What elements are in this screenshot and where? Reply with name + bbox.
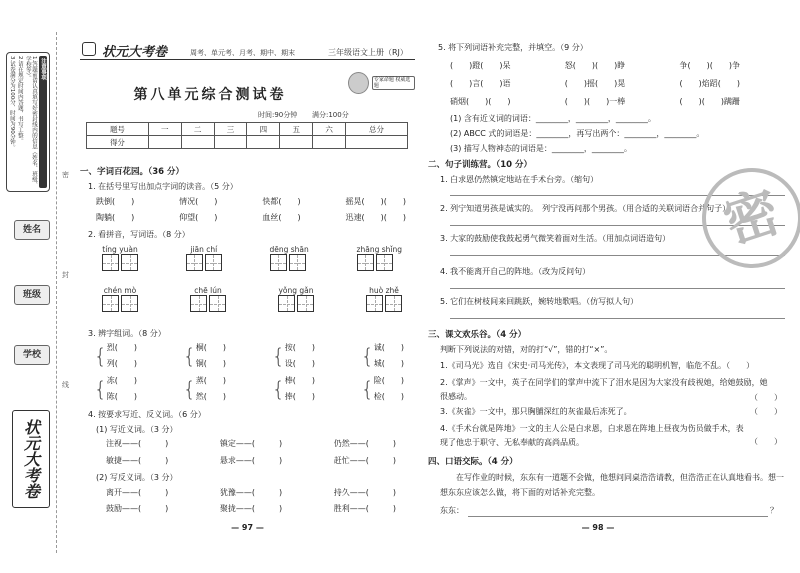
brace-icon: { xyxy=(94,377,107,401)
q3-pair xyxy=(183,373,226,405)
q5-item[interactable]: 争( )( )争 xyxy=(679,61,740,70)
q3-pair xyxy=(183,340,226,372)
q5-item[interactable]: ( )蹬( )呆 xyxy=(450,61,511,70)
q5-item[interactable]: ( )焰蹈( ) xyxy=(679,79,740,88)
q4-item[interactable]: 鼓励——( ) xyxy=(106,504,169,513)
q3-item[interactable]: 设( ) xyxy=(284,359,315,368)
pinyin-row xyxy=(102,286,402,315)
writing-box[interactable] xyxy=(385,295,402,312)
writing-box[interactable] xyxy=(102,254,119,271)
table-cell: 总分 xyxy=(346,123,408,136)
brace-icon: { xyxy=(361,344,374,368)
s4-text: 在写作业的时候，东东有一道题不会做，他想问同桌浩浩请教，但浩浩正在认真地看书。想一想东东应该怎么做，将下面的对话补充完整。 xyxy=(440,473,784,497)
s2-item: 1. 白求恩仍然镇定地站在手术台旁。（缩句） xyxy=(440,175,599,184)
pinyin-label: chē lún xyxy=(194,286,222,295)
writing-box[interactable] xyxy=(121,295,138,312)
q4-row xyxy=(106,438,396,449)
table-cell: 得分 xyxy=(87,136,149,149)
q4-item[interactable]: 仍然——( ) xyxy=(333,439,396,448)
section-heading: 四、口语交际。（4 分） xyxy=(428,457,518,467)
sub-question: (1) 写近义词。（3 分） xyxy=(96,425,178,434)
brand-logo: 状元大考卷 xyxy=(102,45,168,60)
time-label: 时间:90分钟 xyxy=(258,111,298,119)
pinyin-row xyxy=(102,245,402,274)
brace-icon: { xyxy=(183,344,196,368)
q5-sub[interactable]: (1) 含有近义词的词语：________，________，________。 xyxy=(450,114,656,123)
pinyin-group xyxy=(190,286,226,315)
writing-box[interactable] xyxy=(186,254,203,271)
q3-row xyxy=(94,373,404,405)
brace-icon: { xyxy=(361,377,374,401)
sub-question: (2) 写反义词。（3 分） xyxy=(96,473,178,482)
q5-item[interactable]: ( )摇( )晃 xyxy=(564,79,626,88)
q3-item[interactable]: 捧( ) xyxy=(284,392,315,401)
question: 4. 按要求写近、反义词。（6 分） xyxy=(88,410,206,419)
pinyin-group xyxy=(366,286,402,315)
page-number: — 97 — xyxy=(231,523,264,532)
q5-sub[interactable]: (2) ABCC 式的词语是：________，再写出两个：________，________。 xyxy=(450,129,705,138)
score-input[interactable] xyxy=(181,136,214,149)
pinyin-label: chén mò xyxy=(103,286,137,295)
pinyin-label: jiān chí xyxy=(190,245,218,254)
table-row xyxy=(87,123,408,136)
score-input[interactable] xyxy=(280,136,313,149)
table-cell: 五 xyxy=(280,123,313,136)
pinyin-group xyxy=(278,286,314,315)
seal-mark: 密 xyxy=(62,171,69,179)
brace-icon: { xyxy=(183,377,196,401)
seal-dashed-line xyxy=(56,32,57,553)
q1-item[interactable]: 血丝( ) xyxy=(262,213,301,222)
q4-item[interactable]: 镇定——( ) xyxy=(219,439,283,448)
score-input[interactable] xyxy=(148,136,181,149)
table-row xyxy=(87,136,408,149)
question: 5. 将下列词语补充完整，并填空。（9 分） xyxy=(438,43,588,52)
s3-item: 1.《司马光》选自《宋史·司马光传》，本文表现了司马光的聪明机智，临危不乱。（ ） xyxy=(440,361,755,370)
score-input[interactable] xyxy=(247,136,280,149)
section-heading: 三、课文欢乐谷。（4 分） xyxy=(428,330,527,340)
q5-item[interactable]: 怒( )( )睁 xyxy=(564,61,626,70)
writing-box[interactable] xyxy=(366,295,383,312)
q3-item[interactable]: 陈( ) xyxy=(106,392,137,401)
book-icon xyxy=(82,42,96,56)
q5-row xyxy=(450,96,740,107)
page-title: 第八单元综合测试卷 xyxy=(133,87,287,103)
writing-box[interactable] xyxy=(205,254,222,271)
q3-pair xyxy=(272,373,315,405)
table-cell: 题号 xyxy=(87,123,149,136)
s2-item: 3. 大家的鼓励使我鼓起勇气微笑着面对生活。（用加点词语造句） xyxy=(440,234,671,243)
q3-pair xyxy=(94,340,137,372)
binding-margin xyxy=(0,0,78,573)
q4-item[interactable]: 胜利——( ) xyxy=(333,504,396,513)
writing-box[interactable] xyxy=(278,295,295,312)
table-cell: 三 xyxy=(214,123,247,136)
q4-item[interactable]: 离开——( ) xyxy=(106,488,169,497)
writing-box[interactable] xyxy=(102,295,119,312)
q3-item[interactable]: 城( ) xyxy=(373,359,404,368)
q5-row xyxy=(450,78,740,89)
q5-row xyxy=(450,60,740,71)
notice-line: 2.请在规定时间内答题，书写工整。 xyxy=(16,56,23,144)
brace-icon: { xyxy=(94,344,107,368)
answer-line[interactable] xyxy=(468,505,768,517)
score-table xyxy=(86,122,408,149)
pinyin-group xyxy=(357,245,402,274)
notice-line: 3.试卷满分为100分，时间为90分钟。 xyxy=(8,56,15,151)
score-input[interactable] xyxy=(214,136,247,149)
q3-item[interactable]: 按( ) xyxy=(284,343,315,352)
q3-row xyxy=(94,340,404,372)
writing-box[interactable] xyxy=(209,295,226,312)
pinyin-group xyxy=(186,245,222,274)
question: 2. 看拼音，写词语。（8 分） xyxy=(88,230,190,239)
pinyin-label: zhāng shǐng xyxy=(356,245,402,254)
writing-box[interactable] xyxy=(376,254,393,271)
q3-pair xyxy=(361,373,404,405)
mascot-icon xyxy=(348,72,369,94)
writing-box[interactable] xyxy=(289,254,306,271)
section-heading: 一、字词百花园。（36 分） xyxy=(80,167,185,177)
q1-item[interactable]: 快都( ) xyxy=(262,197,301,206)
notice-title: 注意事项 xyxy=(39,56,47,188)
brace-icon: { xyxy=(272,344,285,368)
q4-item[interactable]: 注视——( ) xyxy=(106,439,169,448)
q1-row xyxy=(96,212,406,223)
q1-item[interactable]: 情况( ) xyxy=(179,197,218,206)
q4-item[interactable]: 赶忙——( ) xyxy=(333,456,396,465)
q3-item[interactable]: 棒( ) xyxy=(284,376,315,385)
writing-box[interactable] xyxy=(121,254,138,271)
q3-item[interactable]: 烈( ) xyxy=(106,343,137,352)
left-page xyxy=(80,0,415,573)
q4-item[interactable]: 聚拢——( ) xyxy=(219,504,283,513)
q3-item[interactable]: 冻( ) xyxy=(106,376,137,385)
pinyin-label: yǒng gǎn xyxy=(278,286,314,295)
q1-item[interactable]: 摇晃( )( ) xyxy=(345,197,406,206)
name-field[interactable]: 姓名 xyxy=(14,220,50,240)
s3-item: 4.《手术台就是阵地》一文的主人公是白求恩，白求恩在阵地上昼夜为伤员做手术，表现了他忠于职守、无私奉献的高尚品质。 xyxy=(440,424,744,447)
q3-item[interactable]: 险( ) xyxy=(373,376,404,385)
judge-paren[interactable]: （ ） xyxy=(750,437,782,446)
pinyin-label: huò zhě xyxy=(369,286,399,295)
mascot-group xyxy=(348,72,415,94)
s2-item: 4. 我不能离开自己的阵地。（改为反问句） xyxy=(440,267,591,276)
q3-item[interactable]: 桐( ) xyxy=(195,343,226,352)
judge-paren[interactable]: （ ） xyxy=(750,393,782,402)
q3-pair xyxy=(272,340,315,372)
q5-sub[interactable]: (3) 描写人物神态的词语是：________，________。 xyxy=(450,144,632,153)
class-field[interactable]: 班级 xyxy=(14,285,50,305)
s2-item: 5. 它们在树枝间来回跳跃，婉转地歌唱。（仿写拟人句） xyxy=(440,297,639,306)
brace-icon: { xyxy=(272,377,285,401)
seal-mark: 封 xyxy=(62,271,69,279)
q3-item[interactable]: 然( ) xyxy=(195,392,226,401)
writing-box[interactable] xyxy=(297,295,314,312)
answer-line[interactable] xyxy=(450,277,785,289)
score-input[interactable] xyxy=(346,136,408,149)
page-number: — 98 — xyxy=(581,523,615,532)
question: 3. 辨字组词。（8 分） xyxy=(88,329,166,338)
pinyin-label: dēng shān xyxy=(269,245,309,254)
s4-speaker: 东东： xyxy=(440,506,464,515)
q1-item[interactable]: 仰望( ) xyxy=(179,213,218,222)
q5-item[interactable]: ( )言( )语 xyxy=(450,79,511,88)
vertical-brand-logo: 状元大考卷 xyxy=(12,410,50,508)
table-cell: 一 xyxy=(148,123,181,136)
q3-pair xyxy=(94,373,137,405)
q4-item[interactable]: 持久——( ) xyxy=(333,488,396,497)
notice-box xyxy=(6,52,50,192)
q1-item[interactable]: 迅速( )( ) xyxy=(345,213,406,222)
section-heading: 二、句子训练营。（10 分） xyxy=(428,160,533,170)
q1-item[interactable]: 陶躺( ) xyxy=(96,213,135,222)
s4-end-mark: ？ xyxy=(770,506,778,515)
mascot-badge: 专家命题 权威选题 xyxy=(372,76,415,90)
q5-item[interactable]: ( )( )蹒跚 xyxy=(679,97,740,106)
s3-intro: 判断下列说法的对错，对的打“√”，错的打“×”。 xyxy=(440,345,613,354)
question: 1. 在括号里写出加点字词的读音。（5 分） xyxy=(88,182,238,191)
q4-row xyxy=(106,487,396,498)
writing-box[interactable] xyxy=(357,254,374,271)
pinyin-group xyxy=(102,286,138,315)
s3-item: 3.《灰雀》一文中，那只胸脯深红的灰雀最后冻死了。 xyxy=(440,407,632,416)
q4-item[interactable]: 悬求——( ) xyxy=(219,456,283,465)
right-page xyxy=(428,0,793,573)
writing-box[interactable] xyxy=(270,254,287,271)
q1-item[interactable]: 跌倒( ) xyxy=(96,197,135,206)
notice-line: 1.答题前请认真填写好密封线内的信息（姓名、班级、学校等）。 xyxy=(24,56,37,188)
pinyin-group xyxy=(102,245,138,274)
q3-item[interactable]: 铜( ) xyxy=(195,359,226,368)
q4-row xyxy=(106,455,396,466)
table-cell: 六 xyxy=(313,123,346,136)
q3-item[interactable]: 列( ) xyxy=(106,359,137,368)
q3-item[interactable]: 诚( ) xyxy=(373,343,404,352)
writing-box[interactable] xyxy=(190,295,207,312)
q5-item[interactable]: ( )( )一棒 xyxy=(564,97,626,106)
table-cell: 四 xyxy=(247,123,280,136)
answer-line[interactable] xyxy=(450,307,785,319)
q4-item[interactable]: 犹豫——( ) xyxy=(219,488,283,497)
q3-item[interactable]: 蒸( ) xyxy=(195,376,226,385)
seal-mark: 线 xyxy=(62,381,69,389)
q4-item[interactable]: 敏捷——( ) xyxy=(106,456,169,465)
q3-item[interactable]: 检( ) xyxy=(373,392,404,401)
header-tags: 周考、单元考、月考、期中、期末 xyxy=(190,49,295,57)
school-field[interactable]: 学校 xyxy=(14,345,50,365)
s3-item: 2.《掌声》一文中，英子在同学们的掌声中流下了泪水是因为大家没有歧视她，给她鼓励，她很感动。 xyxy=(440,378,768,401)
q3-pair xyxy=(361,340,404,372)
confidential-seal: 密 xyxy=(689,155,800,281)
q4-row xyxy=(106,503,396,514)
score-input[interactable] xyxy=(313,136,346,149)
pinyin-group xyxy=(270,245,309,274)
pinyin-label: tíng yuàn xyxy=(102,245,138,254)
table-cell: 二 xyxy=(181,123,214,136)
grade-label: 三年级语文上册（RJ） xyxy=(328,48,408,57)
score-label: 满分:100分 xyxy=(312,111,349,119)
header-rule xyxy=(80,59,415,60)
q5-item[interactable]: 硝烟( )( ) xyxy=(450,97,511,106)
q1-row xyxy=(96,196,406,207)
s2-item: 2. 列宁知道男孩是诚实的。 列宁没再问那个男孩。（用合适的关联词语合并句子） xyxy=(440,204,731,213)
judge-paren[interactable]: （ ） xyxy=(750,407,782,416)
